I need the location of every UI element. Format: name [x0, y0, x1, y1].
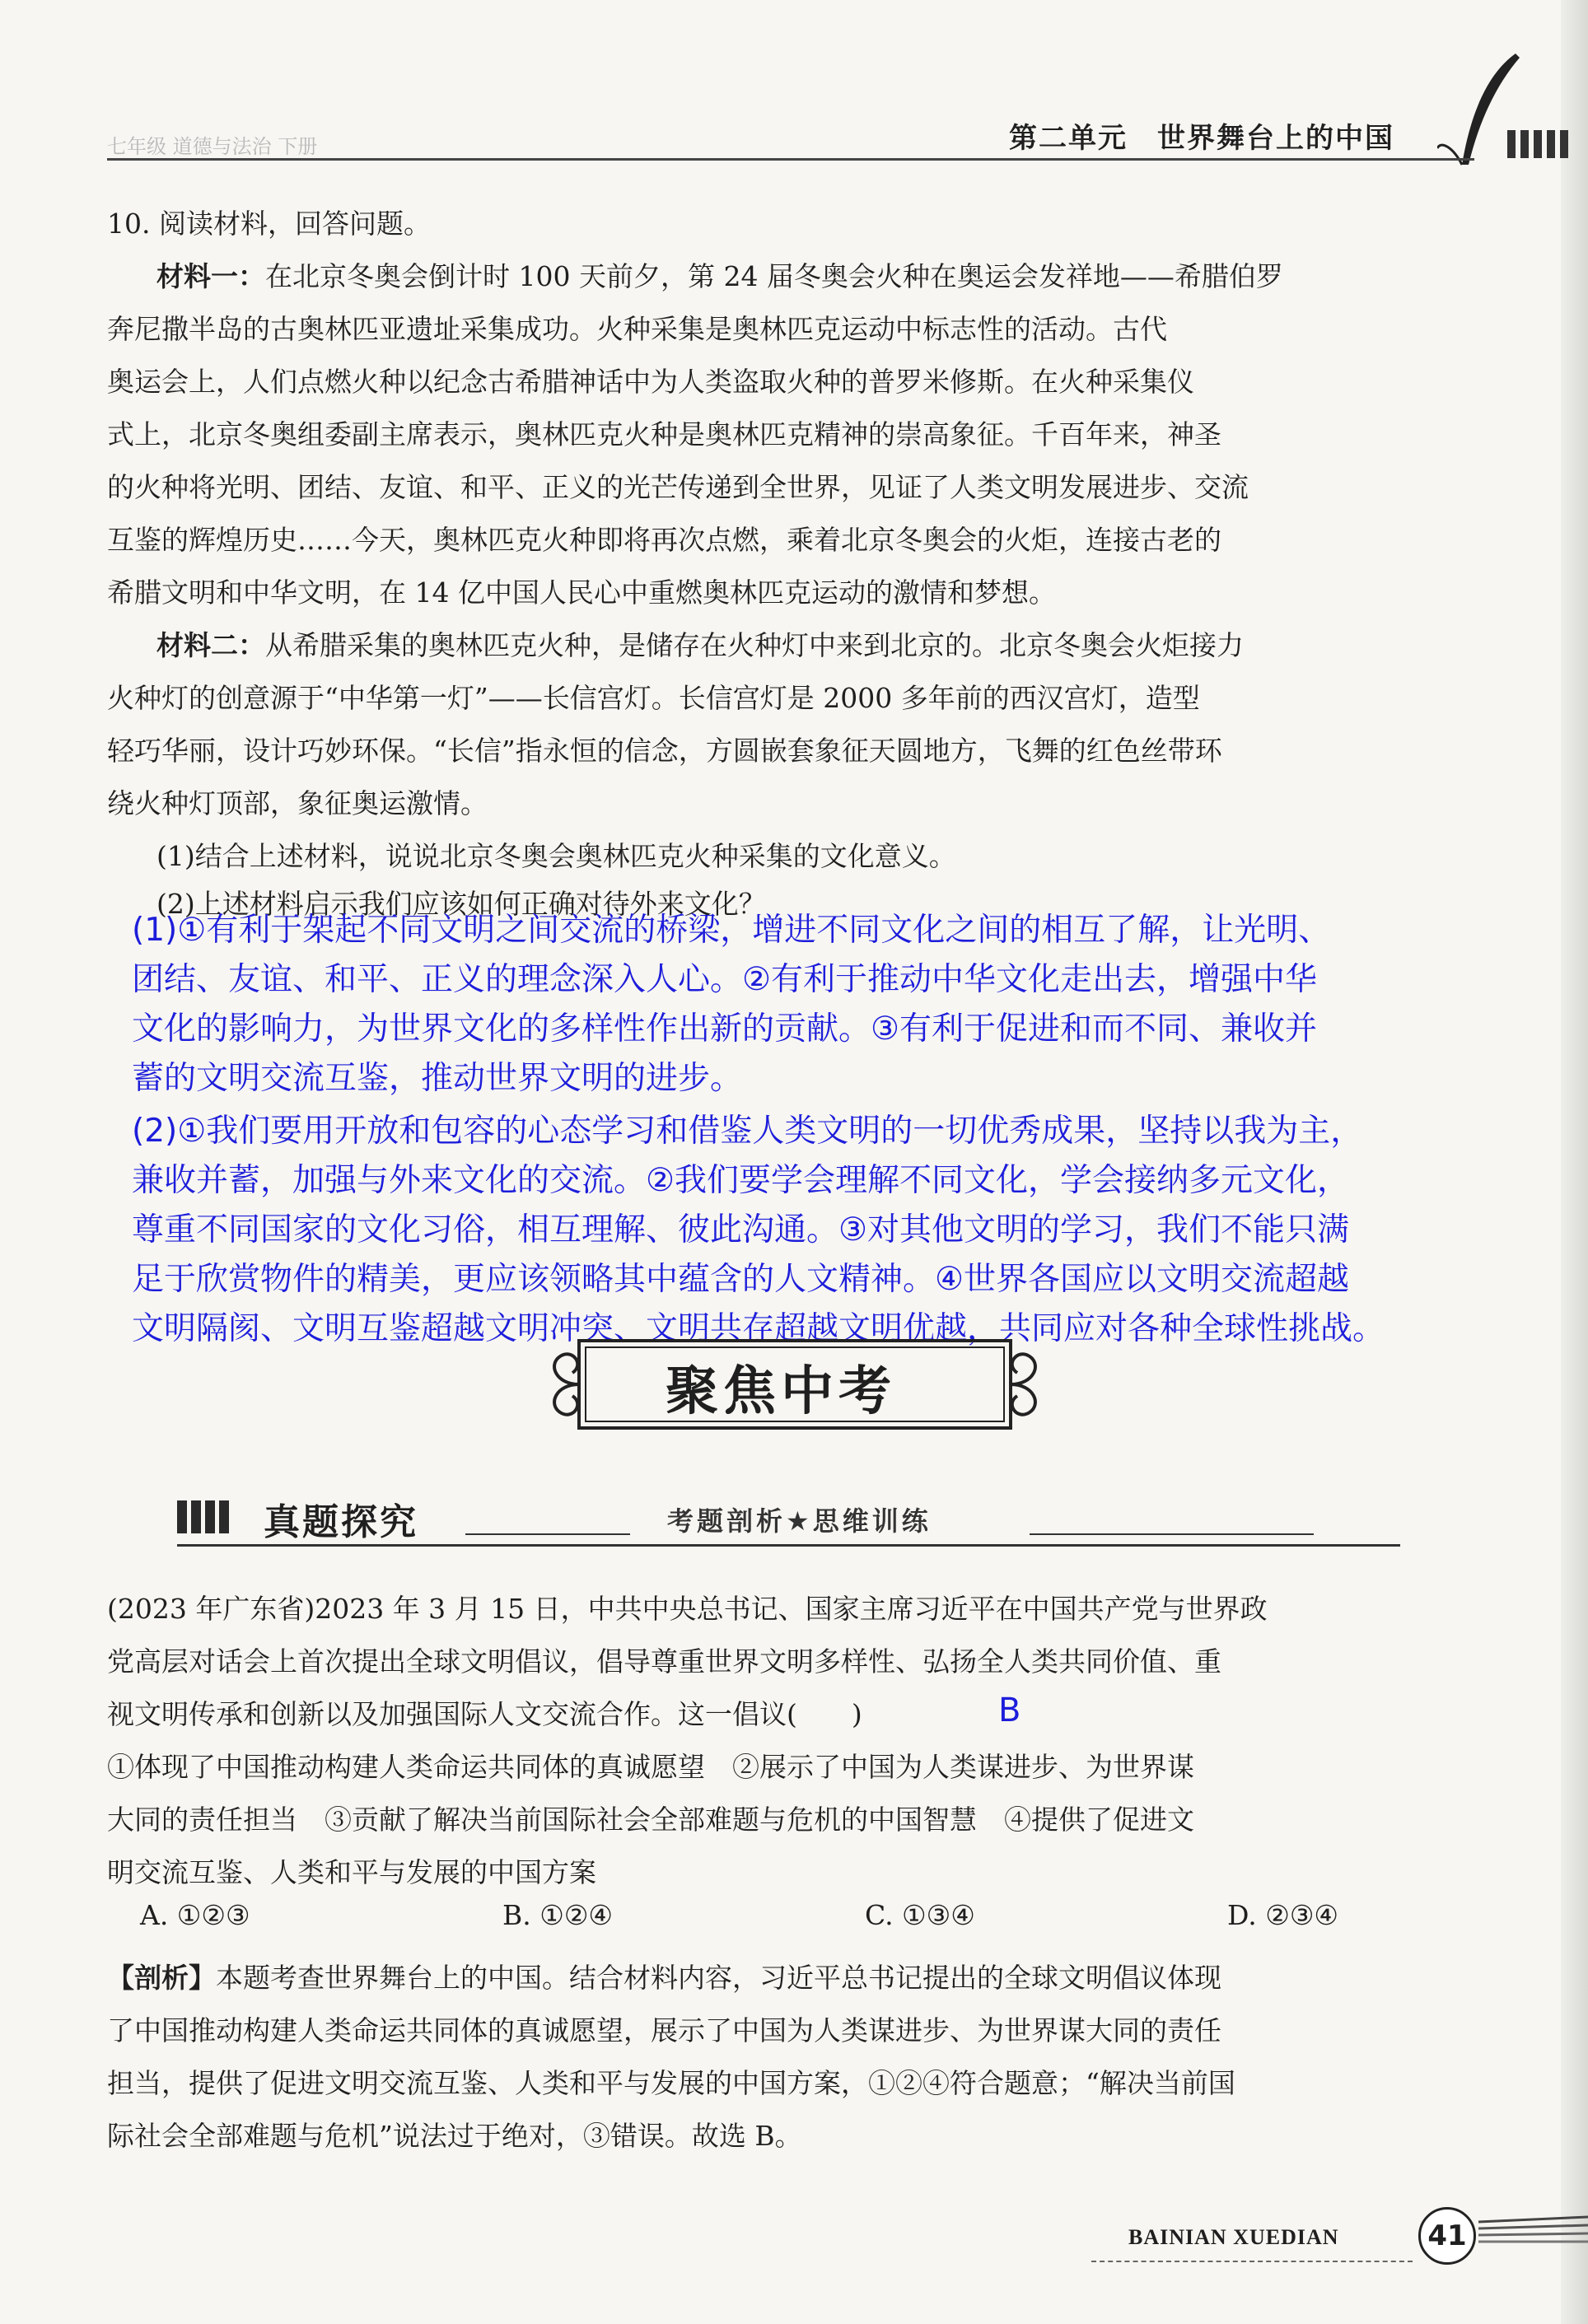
material1-line-4: 式上，北京冬奥组委副主席表示，奥林匹克火种是奥林匹克精神的崇高象征。千百年来，神圣 — [107, 418, 1221, 450]
page-edge — [1561, 0, 1588, 2324]
option-a: A. ①②③ — [140, 1899, 250, 1931]
material1-line-7: 希腊文明和中华文明，在 14 亿中国人民心中重燃奥林匹克运动的激情和梦想。 — [107, 576, 1056, 609]
unit-title: 第二单元 世界舞台上的中国 — [1009, 122, 1394, 155]
material1-line-1: 材料一：在北京冬奥会倒计时 100 天前夕，第 24 届冬奥会火种在奥运会发祥地——希腊伯罗 — [156, 260, 1283, 292]
section-rule-left — [465, 1533, 630, 1535]
analysis-line-1: 【剖析】本题考查世界舞台上的中国。结合材料内容，习近平总书记提出的全球文明倡议体现 — [107, 1962, 1221, 1994]
page-number: 41 — [1418, 2207, 1476, 2265]
analysis-line-2: 了中国推动构建人类命运共同体的真诚愿望，展示了中国为人类谋进步、为世界谋大同的责任 — [107, 2014, 1221, 2046]
material1-line-3: 奥运会上，人们点燃火种以纪念古希腊神话中为人类盗取火种的普罗米修斯。在火种采集仪 — [107, 366, 1194, 398]
answer-line-5: (2)①我们要用开放和包容的心态学习和借鉴人类文明的一切优秀成果，坚持以我为主， — [132, 1113, 1363, 1150]
footer-dashed-rule — [1091, 2261, 1413, 2262]
exam-statement-line-3: 明交流互鉴、人类和平与发展的中国方案 — [107, 1856, 596, 1888]
exam-stem-line-2: 党高层对话会上首次提出全球文明倡议，倡导尊重世界文明多样性、弘扬全人类共同价值、重 — [107, 1645, 1221, 1678]
section-rule-right — [1030, 1533, 1314, 1535]
answer-line-1: (1)①有利于架起不同文明之间交流的桥梁，增进不同文化之间的相互了解，让光明、 — [132, 912, 1331, 949]
header-stripes — [1507, 130, 1588, 160]
exam-statement-line-1: ①体现了中国推动构建人类命运共同体的真诚愿望 ②展示了中国为人类谋进步、为世界谋 — [107, 1751, 1194, 1783]
section-underline — [177, 1544, 1400, 1547]
material1-line-5: 的火种将光明、团结、友谊、和平、正义的光芒传递到全世界，见证了人类文明发展进步、交流 — [107, 471, 1249, 503]
material2-line-2: 火种灯的创意源于“中华第一灯”——长信宫灯。长信宫灯是 2000 多年前的西汉宫灯，造型 — [107, 682, 1200, 714]
material1-line-2: 奔尼撒半岛的古奥林匹亚遗址采集成功。火种采集是奥林匹克运动中标志性的活动。古代 — [107, 313, 1167, 345]
material2-line-4: 绕火种灯顶部，象征奥运激情。 — [107, 787, 488, 819]
exam-answer-letter: B — [998, 1692, 1021, 1729]
answer-line-8: 足于欣赏物件的精美，更应该领略其中蕴含的人文精神。④世界各国应以文明交流超越 — [132, 1261, 1349, 1298]
answer-line-2: 团结、友谊、和平、正义的理念深入人心。②有利于推动中华文化走出去，增强中华 — [132, 961, 1317, 998]
answer-line-6: 兼收并蓄，加强与外来文化的交流。②我们要学会理解不同文化，学会接纳多元文化， — [132, 1162, 1349, 1199]
sub-question-2: (2)上述材料启示我们应该如何正确对待外来文化？ — [156, 888, 766, 920]
option-c: C. ①③④ — [865, 1899, 975, 1931]
analysis-line-3: 担当，提供了促进文明交流互鉴、人类和平与发展的中国方案，①②④符合题意；“解决当前国 — [107, 2067, 1235, 2099]
exam-statement-line-2: 大同的责任担当 ③贡献了解决当前国际社会全部难题与危机的中国智慧 ④提供了促进文 — [107, 1804, 1194, 1836]
analysis-label: 【剖析】 — [107, 1962, 216, 1994]
focus-title: 聚焦中考 — [666, 1361, 896, 1422]
analysis-line-4: 际社会全部难题与危机”说法过于绝对，③错误。故选 B。 — [107, 2120, 802, 2152]
exam-stem-line-1: (2023 年广东省)2023 年 3 月 15 日，中共中央总书记、国家主席习近平在中国共产党与世界政 — [107, 1593, 1268, 1625]
header-rule — [107, 158, 1474, 161]
section-bars-icon — [177, 1500, 233, 1537]
footer-brand: BAINIAN XUEDIAN — [1128, 2225, 1339, 2249]
section-subtitle: 考题剖析★思维训练 — [667, 1505, 932, 1537]
answer-line-3: 文化的影响力，为世界文化的多样性作出新的贡献。③有利于促进和而不同、兼收并 — [132, 1010, 1317, 1048]
answer-line-4: 蓄的文明交流互鉴，推动世界文明的进步。 — [132, 1060, 743, 1097]
section-title: 真题探究 — [264, 1501, 418, 1543]
answer-line-9: 文明隔阂、文明互鉴超越文明冲突、文明共存超越文明优越，共同应对各种全球性挑战。 — [132, 1310, 1385, 1347]
question-number-line: 10. 阅读材料，回答问题。 — [107, 208, 431, 240]
faint-header-text: 七年级 道德与法治 下册 — [107, 135, 318, 158]
option-b: B. ①②④ — [502, 1899, 613, 1931]
sub-question-1: (1)结合上述材料，说说北京冬奥会奥林匹克火种采集的文化意义。 — [156, 840, 956, 872]
material2-line-3: 轻巧华丽，设计巧妙环保。“长信”指永恒的信念，方圆嵌套象征天圆地方，飞舞的红色丝带环 — [107, 735, 1222, 767]
material1-line-6: 互鉴的辉煌历史……今天，奥林匹克火种即将再次点燃，乘着北京冬奥会的火炬，连接古老的 — [107, 524, 1221, 556]
exam-stem-line-3: 视文明传承和创新以及加强国际人文交流合作。这一倡议( ) — [107, 1698, 862, 1730]
option-d: D. ②③④ — [1227, 1899, 1339, 1931]
footer-stripes-icon — [1478, 2215, 1588, 2248]
material2-line-1: 材料二：从希腊采集的奥林匹克火种，是储存在火种灯中来到北京的。北京冬奥会火炬接力 — [156, 629, 1244, 661]
answer-line-7: 尊重不同国家的文化习俗，相互理解、彼此沟通。③对其他文明的学习，我们不能只满 — [132, 1211, 1349, 1248]
